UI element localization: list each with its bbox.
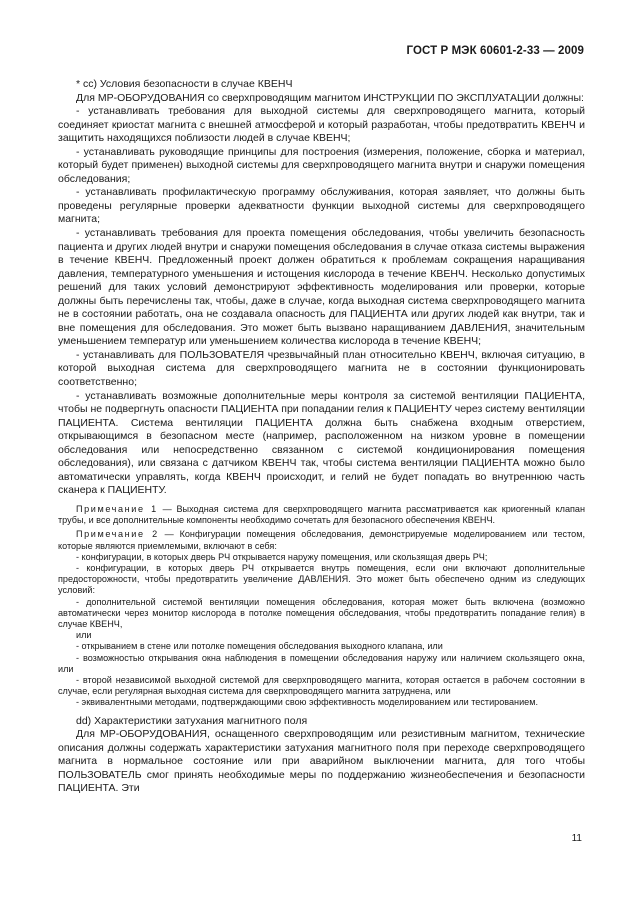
page-content: [58, 78, 585, 796]
notes-block: [58, 504, 585, 709]
page-number: 11: [571, 833, 582, 844]
standard-header: ГОСТ Р МЭК 60601-2-33 — 2009: [406, 45, 584, 57]
note-config-1: - конфигурации, в которых дверь РЧ открывается наружу помещения, или скользящая дверь РЧ;: [76, 551, 488, 562]
note-2-text: — Конфигурации помещения обследования, демонстрируемые моделированием или тестом, которые являются приемлемыми, включают в себя:: [58, 529, 586, 551]
note-1-label: Примечание 1: [76, 503, 158, 514]
note-option-1: - дополнительной системой вентиляции помещения обследования, которая может быть включена (возможно автоматически через монитор кислорода в потолке помещения обследования, чтобы предотвратить попадание гелия) в случае КВЕНЧ,: [58, 596, 585, 629]
note-or: или: [76, 630, 92, 641]
note-option-4: - второй независимой выходной системой для сверхпроводящего магнита, которая остается в рабочем состоянии в случае, если регулярная выходная система для сверхпроводящего магнита затруднена, или: [58, 675, 585, 697]
list-item: - устанавливать профилактическую программу обслуживания, которая заявляет, что должны быть проведены регулярные проверки адекватности функции выходной системы для сверхпроводящего магнита;: [58, 186, 585, 226]
list-item: - устанавливать для ПОЛЬЗОВАТЕЛЯ чрезвычайный план относительно КВЕНЧ, включая ситуацию, в которой выходная система для сверхпроводящего магнита не в состоянии функционировать соответственно;: [58, 348, 585, 389]
section-dd-title: dd) Характеристики затухания магнитного поля: [76, 714, 308, 727]
note-option-3: - возможностью открывания окна наблюдения в помещении обследования наружу или наличием скользящего окна, или: [58, 652, 585, 674]
note-1: [58, 504, 585, 526]
note-config-2: - конфигурации, в которых дверь РЧ открывается внутрь помещения, если они включают дополнительные предосторожности, чтобы предотвратить увеличение ДАВЛЕНИЯ. Это может быть обеспечено одним из следующих условий:: [58, 562, 585, 596]
note-2-label: Примечание 2: [76, 529, 159, 540]
section-cc-title: * cc) Условия безопасности в случае КВЕНЧ: [76, 78, 293, 90]
note-1-text: — Выходная система для сверхпроводящего магнита рассматривается как криогенный клапан трубы, и все дополнительные компоненты необходимо сочетать для безопасного обеспечения КВЕНЧ.: [58, 503, 586, 526]
section-cc: [58, 78, 585, 498]
list-item: - устанавливать требования для выходной системы для сверхпроводящего магнита, который соединяет криостат магнита с внешней атмосферой и который разработан, чтобы предотвратить КВЕНЧ и защитить находящихся поблизости людей в случае КВЕНЧ;: [58, 105, 585, 145]
list-item: - устанавливать руководящие принципы для построения (измерения, положение, сборка и материал, который будет применен) выходной системы для сверхпроводящего магнита внутри и снаружи помещения обследования;: [58, 145, 585, 185]
list-item: - устанавливать требования для проекта помещения обследования, чтобы увеличить безопасность пациента и других людей внутри и снаружи помещения обследования в случае отказа системы выражения в течение КВЕНЧ. Предложенный проект должен обратиться к проблемам сокращения наращивания давления, температурного уменьшения и истощения кислорода в течение КВЕНЧ. Несколько допустимых решений для таких условий демонстрируют эффективность моделирования или проверки, которые должны быть перечислены так, чтобы, даже в случае, когда выходная система сверхпроводящего магнита не в состоянии работать, она не создавала опасность для ПАЦИЕНТА или других людей как внутри, так и вне помещения для обследования. Это может быть вызвано наращиванием ДАВЛЕНИЯ, значительным уменьшением температур или уменьшением количества кислорода в течение КВЕНЧ;: [58, 227, 585, 348]
note-option-2: - открыванием в стене или потолке помещения обследования выходного клапана, или: [76, 641, 443, 652]
section-dd-text: Для МР-ОБОРУДОВАНИЯ, оснащенного сверхпроводящим или резистивным магнитом, технические описания должны содержать характеристики затухания магнитного поля при переходе сверхпроводящего магнита в нормальное состояние или при аварийном выключении магнита, для того чтобы ПОЛЬЗОВАТЕЛЬ смог принять необходимые меры по поддержанию жизнеобеспечения и безопасности ПАЦИЕНТА. Эти: [58, 728, 585, 795]
list-item: - устанавливать возможные дополнительные меры контроля за системой вентиляции ПАЦИЕНТА, чтобы не подвергнуть опасности ПАЦИЕНТА при попадании гелия к ПАЦИЕНТУ через систему вентиляции ПАЦИЕНТА. Система вентиляции ПАЦИЕНТА должна быть снабжена входным отверстием, открывающимся в безопасном месте (например, расположенном на низком уровне в помещении обследования или непосредственно связанном с системой кондиционирования помещения обследования), или связана с датчиком КВЕНЧ так, чтобы система вентиляции ПАЦИЕНТА можно было автоматически управлять, когда КВЕНЧ происходит, и гелий не будет попадать во внутреннюю часть сканера к ПАЦИЕНТУ.: [58, 389, 585, 497]
note-option-5: - эквивалентными методами, подтверждающими свою эффективность моделированием или тестированием.: [76, 697, 538, 708]
note-2: [58, 529, 585, 551]
section-cc-intro: Для МР-ОБОРУДОВАНИЯ со сверхпроводящим магнитом ИНСТРУКЦИИ ПО ЭКСПЛУАТАЦИИ должны:: [76, 91, 584, 104]
section-dd: [58, 715, 585, 796]
